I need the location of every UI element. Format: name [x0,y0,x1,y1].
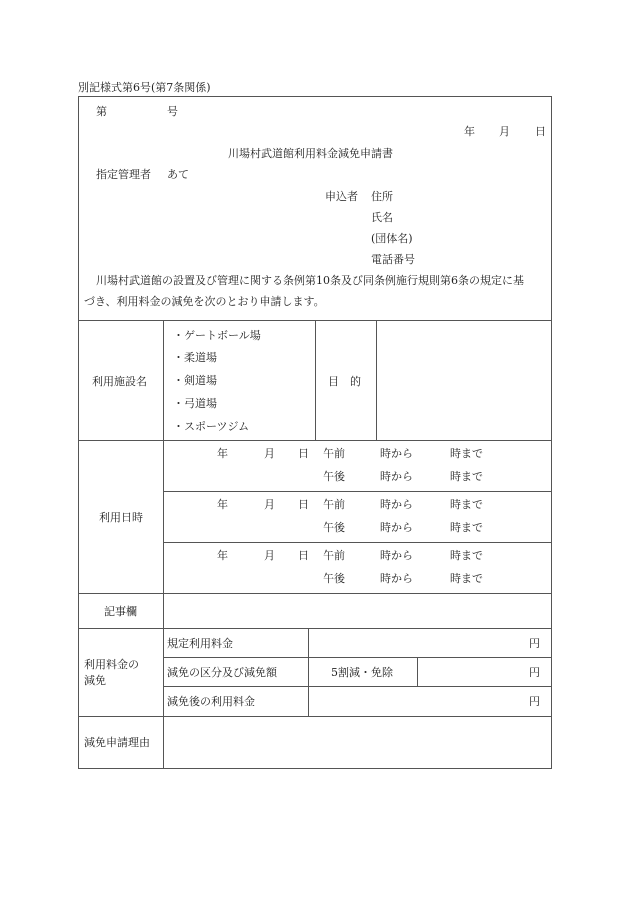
fee-row-label: 規定利用料金 [167,637,233,650]
divider-reason-top [78,716,552,717]
number-suffix: 号 [167,105,178,118]
divider-fee-option [417,657,418,686]
time-pm: 午後 [323,470,345,483]
divider-fee-row2 [163,686,552,687]
divider-purpose-left [315,320,316,440]
addressee: 指定管理者 [96,168,151,181]
divider-datetime-row2 [163,542,552,543]
time-from: 時から [380,470,413,483]
fee-unit: 円 [529,695,540,708]
divider-datetime-row1 [163,491,552,492]
divider-label-column [163,320,164,768]
divider-datetime-top [78,440,552,441]
facility-option[interactable]: ・剣道場 [173,374,217,387]
purpose-label: 目 的 [328,375,361,388]
group-label: (団体名) [371,232,413,245]
body-text-line1: 川場村武道館の設置及び管理に関する条例第10条及び同条例施行規則第6条の規定に基 [96,274,524,287]
date-day: 日 [298,498,309,511]
date-day: 日 [298,549,309,562]
time-pm: 午後 [323,521,345,534]
fee-row-label: 減免の区分及び減免額 [167,666,277,679]
notes-label: 記事欄 [104,605,137,618]
divider-fee-row1 [163,657,552,658]
date-month: 月 [264,447,275,460]
body-text-line2: づき、利用料金の減免を次のとおり申請します。 [84,295,325,308]
name-label: 氏名 [371,211,393,224]
fee-unit: 円 [529,666,540,679]
fee-reduction-option[interactable]: 5割減・免除 [331,666,393,679]
time-to: 時まで [450,498,483,511]
facility-option[interactable]: ・柔道場 [173,351,217,364]
divider-notes-top [78,593,552,594]
facility-label: 利用施設名 [92,375,147,388]
time-to: 時まで [450,470,483,483]
notes-field[interactable] [165,595,549,626]
date-month: 月 [264,549,275,562]
time-from: 時から [380,447,413,460]
date-year: 年 [217,549,228,562]
divider-fee-value [308,628,309,716]
purpose-field[interactable] [378,322,548,438]
phone-label: 電話番号 [371,253,415,266]
time-from: 時から [380,498,413,511]
time-to: 時まで [450,447,483,460]
divider-purpose-right [376,320,377,440]
time-from: 時から [380,572,413,585]
facility-option[interactable]: ・スポーツジム [173,420,250,433]
header-day: 日 [535,125,546,138]
date-year: 年 [217,447,228,460]
datetime-label: 利用日時 [99,511,143,524]
fee-unit: 円 [529,637,540,650]
header-month: 月 [499,125,510,138]
time-am: 午前 [323,447,345,460]
time-from: 時から [380,521,413,534]
time-to: 時まで [450,572,483,585]
form-title: 川場村武道館利用料金減免申請書 [228,147,393,160]
date-month: 月 [264,498,275,511]
facility-option[interactable]: ・弓道場 [173,397,217,410]
form-number-label: 別記様式第6号(第7条関係) [78,81,211,94]
header-year: 年 [464,125,475,138]
time-pm: 午後 [323,572,345,585]
number-prefix: 第 [96,105,107,118]
addressee-suffix: あて [167,168,189,181]
facility-option[interactable]: ・ゲートボール場 [173,329,261,342]
time-from: 時から [380,549,413,562]
fee-label-line1: 利用料金の [84,658,139,671]
fee-label-line2: 減免 [84,674,106,687]
time-to: 時まで [450,549,483,562]
reason-label: 減免申請理由 [84,736,150,749]
applicant-label: 申込者 [325,190,358,203]
address-label: 住所 [371,190,393,203]
divider-fee-top [78,628,552,629]
fee-row-label: 減免後の利用料金 [167,695,255,708]
reason-field[interactable] [165,718,549,766]
time-am: 午前 [323,549,345,562]
date-day: 日 [298,447,309,460]
time-to: 時まで [450,521,483,534]
date-year: 年 [217,498,228,511]
time-am: 午前 [323,498,345,511]
